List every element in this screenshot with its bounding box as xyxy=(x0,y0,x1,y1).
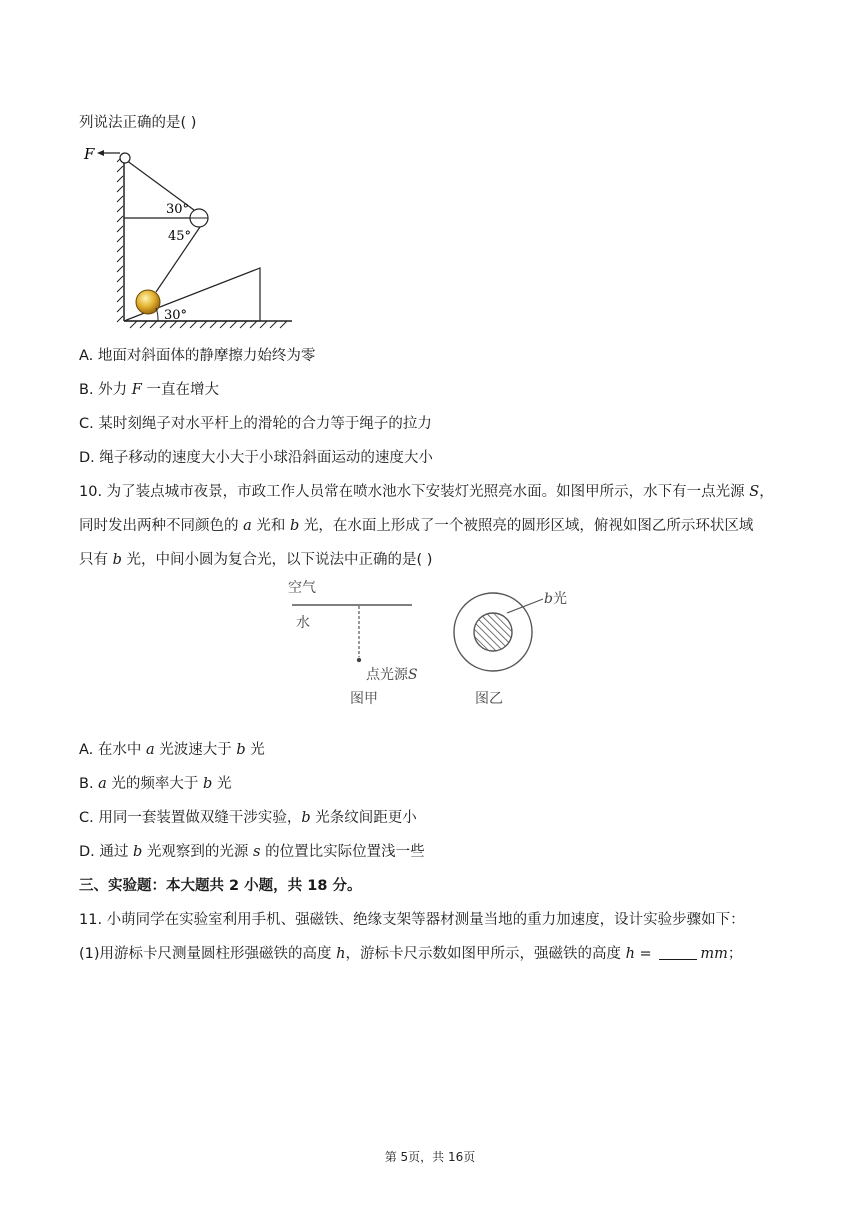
q10-option-b: B. a 光的频率大于 b 光 xyxy=(79,776,232,792)
section-3-heading: 三、实验题：本大题共 2 小题，共 18 分。 xyxy=(79,878,362,894)
point-source-label: 点光源S xyxy=(366,667,418,683)
angle-bottom-label: 30° xyxy=(164,308,188,323)
angle-mid-label: 45° xyxy=(168,229,192,244)
answer-blank[interactable] xyxy=(659,945,697,960)
water-label: 水 xyxy=(296,615,310,631)
q9-option-a: A. 地面对斜面体的静摩擦力始终为零 xyxy=(79,348,316,364)
q9-option-d: D. 绳子移动的速度大小大于小球沿斜面运动的速度大小 xyxy=(79,450,433,466)
page-footer: 第 5页，共 16页 xyxy=(384,1150,476,1164)
q10-stem-line-2: 同时发出两种不同颜色的 a 光和 b 光，在水面上形成了一个被照亮的圆形区域，俯视如图乙所示环状区域 xyxy=(79,518,754,534)
figure-jia-label: 图甲 xyxy=(350,691,378,707)
angle-top-label: 30° xyxy=(166,202,190,217)
q9-option-b: B. 外力 F 一直在增大 xyxy=(79,382,219,398)
q10-option-c: C. 用同一套装置做双缝干涉实验，b 光条纹间距更小 xyxy=(79,810,417,826)
air-label: 空气 xyxy=(288,580,316,596)
force-label: F xyxy=(84,145,95,163)
q10-stem-line-3: 只有 b 光，中间小圆为复合光，以下说法中正确的是( ) xyxy=(79,552,433,568)
q10-light-source-figure xyxy=(278,575,588,710)
b-light-label: b光 xyxy=(544,591,567,607)
q10-stem-line-1: 10. 为了装点城市夜景，市政工作人员常在喷水池水下安装灯光照亮水面。如图甲所示，水下有一点光源 S， xyxy=(79,484,774,500)
q9-pulley-incline-figure xyxy=(80,140,300,332)
q9-stem-tail: 列说法正确的是( ) xyxy=(79,115,197,131)
q11-stem: 11. 小萌同学在实验室利用手机、强磁铁、绝缘支架等器材测量当地的重力加速度，设计实验步骤如下： xyxy=(79,912,745,928)
q10-option-a: A. 在水中 a 光波速大于 b 光 xyxy=(79,742,265,758)
q10-option-d: D. 通过 b 光观察到的光源 s 的位置比实际位置浅一些 xyxy=(79,844,425,860)
figure-yi-label: 图乙 xyxy=(475,691,503,707)
q11-part-1: (1)用游标卡尺测量圆柱形强磁铁的高度 h，游标卡尺示数如图甲所示，强磁铁的高度 h = mm； xyxy=(79,946,743,962)
q9-option-c: C. 某时刻绳子对水平杆上的滑轮的合力等于绳子的拉力 xyxy=(79,416,432,432)
